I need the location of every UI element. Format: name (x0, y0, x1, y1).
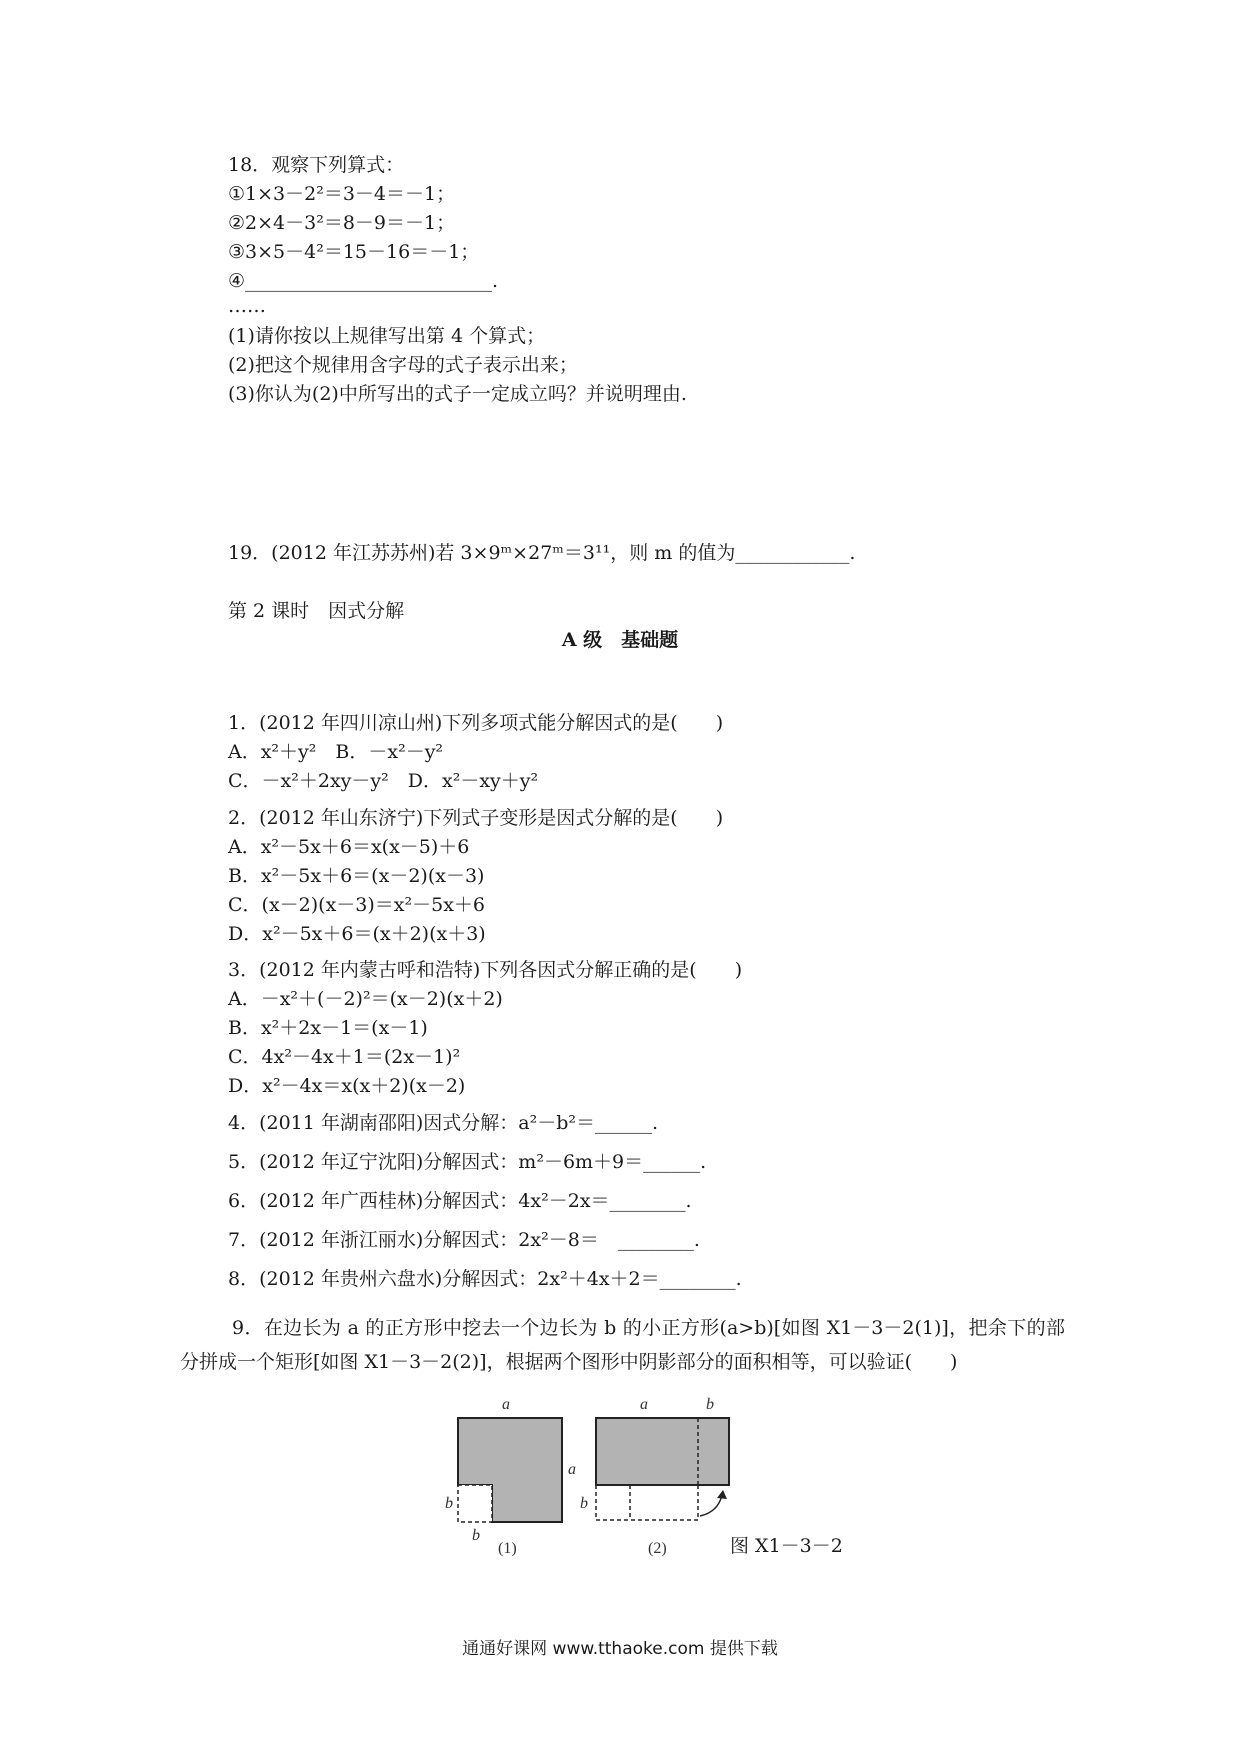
q1-stem: 1．(2012 年四川凉山州)下列多项式能分解因式的是( ) (228, 712, 724, 734)
q18-ellipsis: …… (228, 295, 266, 317)
fig1-removed-square (458, 1485, 492, 1522)
fig2-label-top-b: b (706, 1396, 714, 1413)
level-title: A 级 基础题 (561, 629, 679, 651)
q8: 8．(2012 年贵州六盘水)分解因式：2x²＋4x＋2＝________. (228, 1268, 742, 1290)
q2-option-a: A．x²－5x＋6＝x(x－5)＋6 (228, 836, 470, 858)
q18-line-2: ②2×4－3²＝8－9＝－1； (228, 212, 456, 234)
q18-line-1: ①1×3－2²＝3－4＝－1； (228, 183, 456, 205)
q2-stem: 2．(2012 年山东济宁)下列式子变形是因式分解的是( ) (228, 807, 724, 829)
fig1-label-top: a (502, 1396, 510, 1413)
q3-stem: 3．(2012 年内蒙古呼和浩特)下列各因式分解正确的是( ) (228, 959, 743, 981)
fig2-shaded-rectangle (596, 1418, 729, 1485)
q3-option-b: B．x²＋2x－1＝(x－1) (228, 1017, 428, 1039)
figure-label: 图 X1－3－2 (730, 1535, 843, 1557)
q2-option-c: C．(x－2)(x－3)＝x²－5x＋6 (228, 894, 486, 916)
fig2-dashed-strip (596, 1485, 698, 1520)
q19: 19．(2012 年江苏苏州)若 3×9ᵐ×27ᵐ＝3¹¹，则 m 的值为____________. (228, 542, 856, 564)
fig1-label-bottom: b (472, 1527, 480, 1544)
q1-option-row-1: A．x²＋y² B．－x²－y² (228, 741, 444, 763)
fig2-label-top-a: a (640, 1396, 648, 1413)
q4: 4．(2011 年湖南邵阳)因式分解：a²－b²＝______. (228, 1112, 659, 1134)
fig1-label-right: a (568, 1461, 576, 1478)
q18-title: 18．观察下列算式： (228, 154, 405, 176)
q2-option-b: B．x²－5x＋6＝(x－2)(x－3) (228, 865, 485, 887)
q5: 5．(2012 年辽宁沈阳)分解因式：m²－6m＋9＝______. (228, 1151, 707, 1173)
q18-part-2: (2)把这个规律用含字母的式子表示出来； (228, 354, 578, 376)
q18-part-1: (1)请你按以上规律写出第 4 个算式； (228, 325, 546, 347)
fig2-label-left: b (580, 1495, 588, 1512)
q3-option-c: C．4x²－4x＋1＝(2x－1)² (228, 1046, 461, 1068)
q18-line-3: ③3×5－4²＝15－16＝－1； (228, 241, 480, 263)
q18-line-4: ④__________________________. (228, 270, 499, 292)
fig2-arrow-head (717, 1490, 727, 1499)
q9-text: 9．在边长为 a 的正方形中挖去一个边长为 b 的小正方形(a>b)[如图 X1－3－2(1)]，把余下的部分拼成一个矩形[如图 X1－3－2(2)]，根据两个图形中阴影部分的面积相等，可以验证( ) (180, 1317, 1065, 1373)
q2-option-d: D．x²－5x＋6＝(x＋2)(x＋3) (228, 923, 486, 945)
q7: 7．(2012 年浙江丽水)分解因式：2x²－8＝ ________. (228, 1229, 700, 1251)
q3-option-a: A．－x²＋(－2)²＝(x－2)(x＋2) (228, 988, 503, 1010)
fig1-caption: (1) (498, 1540, 517, 1557)
q18-part-3: (3)你认为(2)中所写出的式子一定成立吗？并说明理由. (228, 383, 687, 405)
q3-option-d: D．x²－4x＝x(x＋2)(x－2) (228, 1075, 466, 1097)
q1-option-row-2: C．－x²＋2xy－y² D．x²－xy＋y² (228, 770, 539, 792)
footer: 通通好课网 www.tthaoke.com 提供下载 (462, 1639, 778, 1659)
fig1-label-left: b (445, 1495, 453, 1512)
q6: 6．(2012 年广西桂林)分解因式：4x²－2x＝________. (228, 1190, 692, 1212)
section-title: 第 2 课时 因式分解 (228, 600, 405, 622)
fig2-caption: (2) (648, 1540, 667, 1557)
